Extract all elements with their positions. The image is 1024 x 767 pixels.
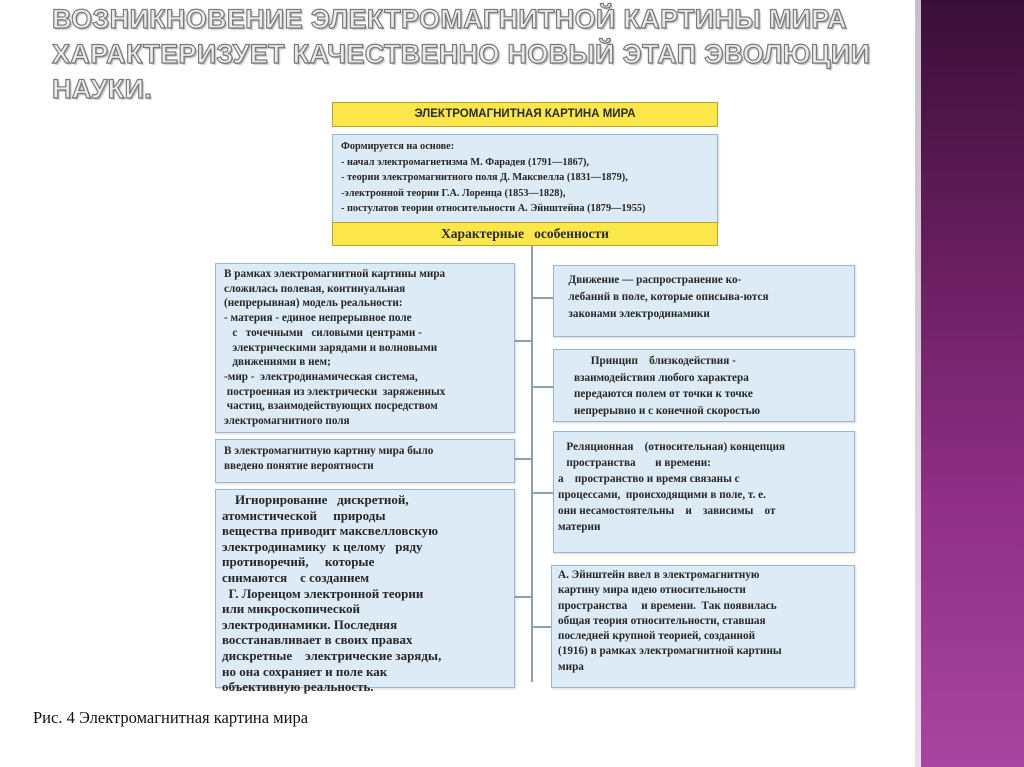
features-label-bar — [332, 222, 718, 246]
decorative-side-band — [915, 0, 1024, 767]
basis-box — [332, 134, 718, 223]
connector-right-1 — [532, 297, 554, 299]
left-box-probability-text: В электромагнитную картину мира было введено понятие вероятности — [224, 445, 434, 472]
connector-right-3 — [532, 492, 554, 494]
right-box-motion — [553, 265, 855, 337]
figure-caption: Рис. 4 Электромагнитная картина мира — [33, 708, 309, 727]
right-box-motion-text: Движение — распространение ко- лебаний в поле, которые описыва-ются законами электродинамики — [568, 274, 769, 320]
connector-trunk — [531, 245, 533, 682]
features-label: Характерные особенности — [441, 226, 609, 241]
left-box-field-model-text: В рамках электромагнитной картины мира сложилась полевая, континуальная (непрерывная) модель реальности: - материя - единое непрерывное поле с точечными силовыми центрами - электрическими зарядами и волновыми движениями в нем; -мир - электродинамическая система, построенная из электрически заряженных частиц, взаимодействующих посредством электромагнитного поля — [224, 268, 446, 428]
left-box-field-model — [215, 263, 515, 433]
connector-left-2 — [514, 458, 532, 460]
diagram-header — [332, 102, 718, 127]
diagram-header-text: ЭЛЕКТРОМАГНИТНАЯ КАРТИНА МИРА — [414, 108, 636, 120]
right-box-einstein — [551, 565, 855, 688]
right-box-short-range-text: Принцип близкодействия - взаимодействия любого характера передаются полем от точки к точке непрерывно и с конечной скоростью — [573, 355, 761, 417]
right-box-relational-text: Реляционная (относительная) концепция пространства и времени: а пространство и время связаны с процессами, происходящими в поле, т. е. они несамостоятельны и зависимы от материи — [558, 441, 786, 533]
right-box-einstein-text: А. Эйнштейн ввел в электромагнитную картину мира идею относительности пространства и времени. Так появилась общая теория относительности, ставшая последней крупной теорией, созданной (1916) в рамках электромагнитной картины мира — [558, 569, 782, 673]
left-box-discreteness — [215, 489, 515, 695]
connector-right-2 — [532, 386, 554, 388]
basis-text: Формируется на основе: - начал электромагнетизма М. Фарадея (1791—1867), - теории электромагнитного поля Д. Максвелла (1831—1879), -электронной теории Г.А. Лоренца (1853—1828), - постулатов теории относительности А. Эйнштейна (1879—1955) — [341, 141, 646, 214]
left-box-probability — [215, 439, 515, 483]
right-box-relational — [553, 431, 855, 553]
connector-left-3 — [514, 596, 532, 598]
slide-title: ВОЗНИКНОВЕНИЕ ЭЛЕКТРОМАГНИТНОЙ КАРТИНЫ МИРА ХАРАКТЕРИЗУЕТ КАЧЕСТВЕННО НОВЫЙ ЭТАП ЭВОЛЮЦИИ НАУКИ. — [52, 4, 871, 104]
left-box-discreteness-text: Игнорирование дискретной, атомистической природы вещества приводит максвелловскую электродинамику к целому ряду противоречий, которые снимаются с созданием Г. Лоренцом электронной теории или микроскопической электродинамики. Последняя восстанавливает в своих правах дискретные электрические заряды, но она сохраняет и поле как объективную реальность. — [222, 492, 442, 695]
right-box-short-range — [553, 349, 855, 422]
connector-left-1 — [514, 340, 532, 342]
